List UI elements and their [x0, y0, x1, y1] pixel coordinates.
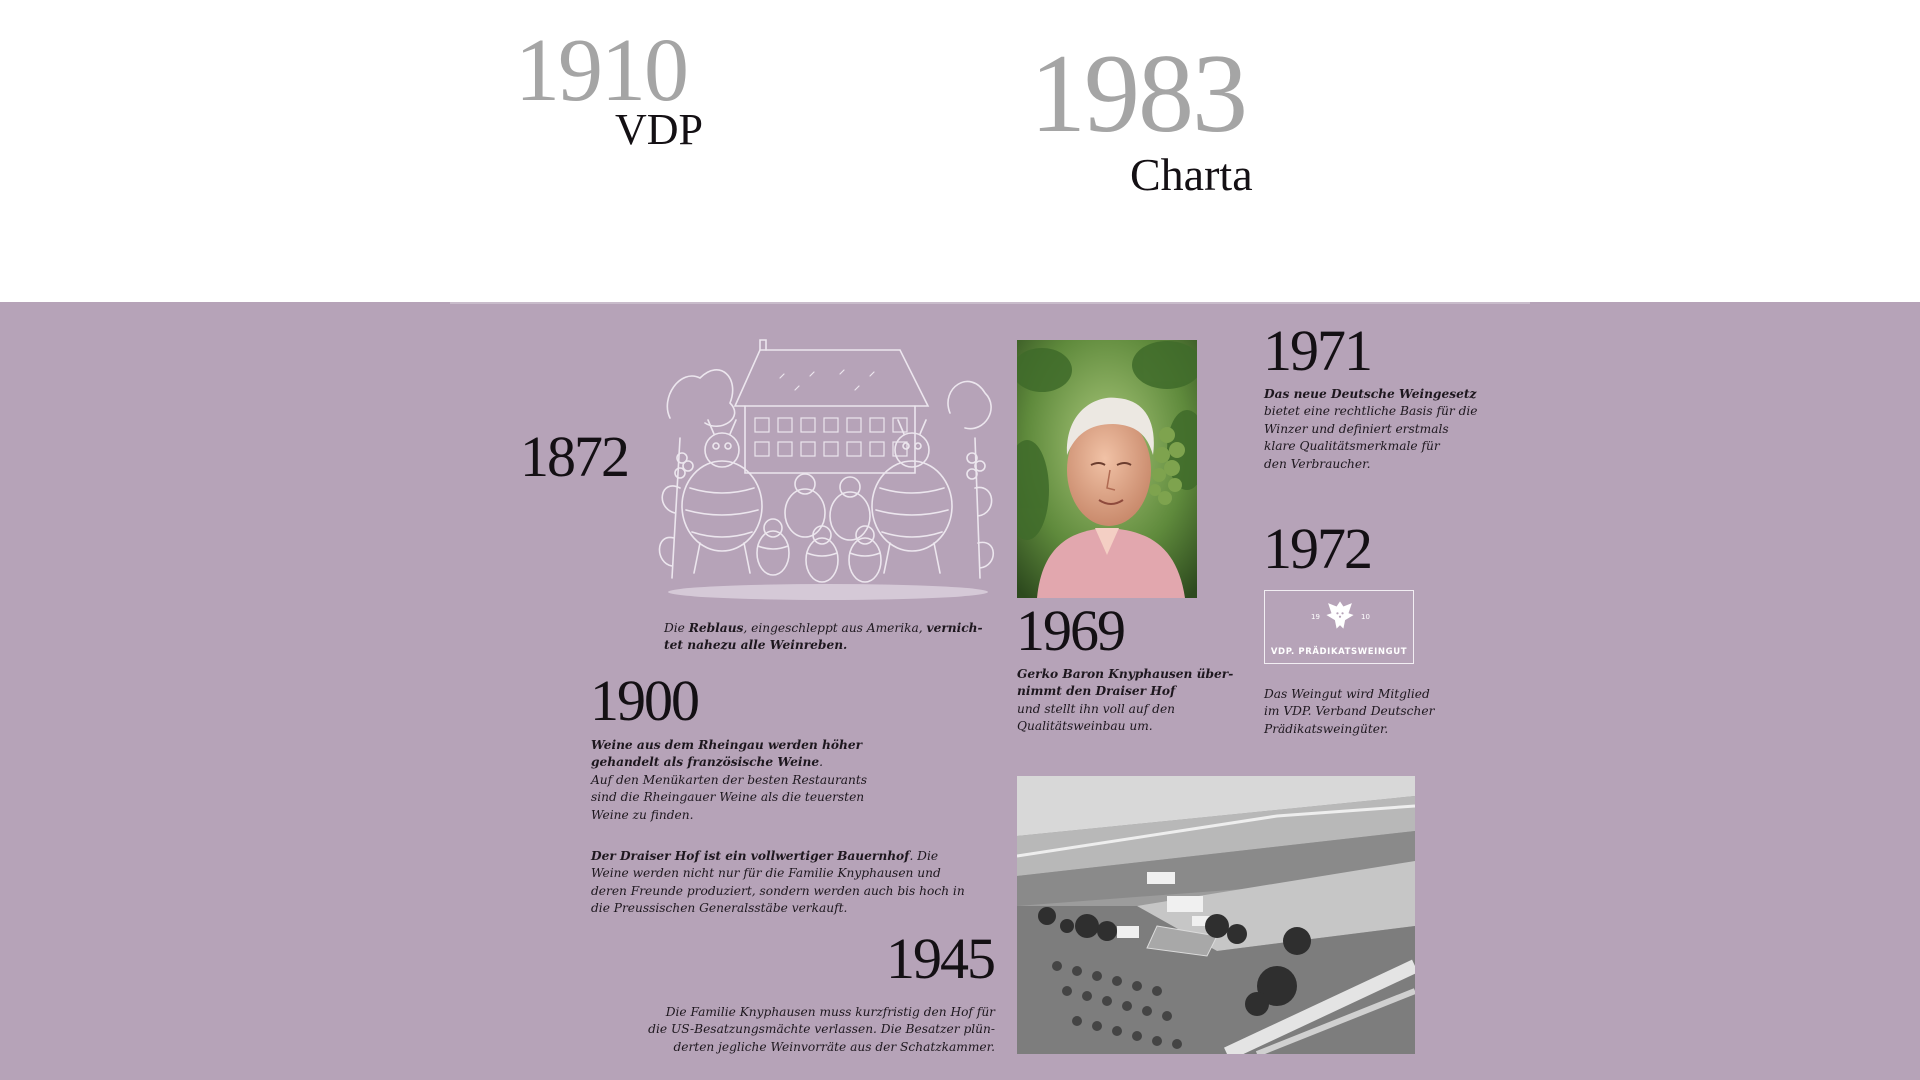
text-1900-p1-line-2: gehandelt als französische Weine.	[591, 755, 823, 770]
year-1910-heading: 1910	[515, 21, 687, 120]
text-1945-line-1: Die Familie Knyphausen muss kurzfristig den Hof für	[665, 1005, 995, 1019]
text-1945	[640, 1004, 995, 1056]
text-1971-line-3: Winzer und definiert erstmals	[1264, 421, 1449, 436]
vdp-logo-right-number: 10	[1361, 613, 1370, 621]
text-1872-line-1: Die Reblaus, eingeschleppt aus Amerika, vernich-	[664, 621, 983, 635]
text-1900-p2-line-3: deren Freunde produziert, sondern werden auch bis hoch in	[591, 883, 965, 898]
text-1945-line-2: die US-Besatzungsmächte verlassen. Die Besatzer plün-	[648, 1022, 995, 1037]
text-1900-paragraph-1	[591, 737, 867, 824]
text-1872	[664, 620, 983, 655]
year-1971: 1971	[1263, 318, 1371, 383]
text-1972-line-3: Prädikatsweingüter.	[1264, 721, 1389, 736]
text-1972-line-1: Das Weingut wird Mitglied	[1264, 687, 1430, 701]
header-band	[0, 0, 1920, 302]
text-1900-p1-line-4: sind die Rheingauer Weine als die teuersten	[591, 790, 865, 805]
text-1900-p1-line-1: Weine aus dem Rheingau werden höher	[591, 738, 863, 752]
text-1971-line-4: klare Qualitätsmerkmale für	[1264, 439, 1440, 454]
text-1969-line-3: und stellt ihn voll auf den	[1017, 701, 1176, 716]
text-1971-line-2: bietet eine rechtliche Basis für die	[1264, 404, 1478, 419]
year-1872: 1872	[520, 424, 628, 489]
year-1900: 1900	[590, 668, 698, 733]
text-1972	[1264, 686, 1434, 738]
text-1971-line-1: Das neue Deutsche Weingesetz	[1264, 387, 1477, 401]
text-1969-line-2: nimmt den Draiser Hof	[1017, 684, 1176, 699]
year-1945: 1945	[886, 926, 994, 991]
year-1983-heading: 1983	[1030, 32, 1246, 156]
reblaus-sketch-image	[650, 338, 1000, 608]
text-1969	[1017, 666, 1233, 736]
text-1900-p1-line-3: Auf den Menükarten der besten Restaurants	[591, 772, 868, 787]
text-1900-p2-line-2: Weine werden nicht nur für die Familie Knyphausen und	[591, 866, 941, 881]
vdp-logo-caption: VDP. PRÄDIKATSWEINGUT	[1270, 647, 1408, 657]
charta-label: Charta	[1130, 149, 1253, 200]
text-1969-line-4: Qualitätsweinbau um.	[1017, 719, 1153, 734]
text-1945-line-3: derten jegliche Weinvorräte aus der Schatzkammer.	[673, 1039, 995, 1054]
text-1972-line-2: im VDP. Verband Deutscher	[1264, 704, 1435, 719]
vdp-logo-left-number: 19	[1311, 613, 1320, 621]
text-1971	[1264, 386, 1477, 473]
vdp-label: VDP	[615, 105, 704, 154]
vdp-eagle-logo	[1264, 590, 1414, 664]
text-1900-p2-line-1: Der Draiser Hof ist ein vollwertiger Bauernhof. Die	[591, 849, 939, 863]
text-1872-line-2: tet nahezu alle Weinreben.	[664, 638, 848, 653]
year-1969: 1969	[1016, 598, 1124, 663]
portrait-photo	[1017, 340, 1197, 598]
text-1969-line-1: Gerko Baron Knyphausen über-	[1017, 667, 1234, 681]
eagle-icon	[1323, 597, 1357, 633]
band-divider	[450, 302, 1530, 304]
year-1972: 1972	[1263, 516, 1371, 581]
text-1900-p2-line-4: die Preussischen Generalsstäbe verkauft.	[591, 901, 848, 916]
text-1900-paragraph-2	[591, 848, 965, 918]
aerial-photo	[1017, 776, 1415, 1054]
text-1971-line-5: den Verbraucher.	[1264, 456, 1371, 471]
text-1900-p1-line-5: Weine zu finden.	[591, 807, 694, 822]
